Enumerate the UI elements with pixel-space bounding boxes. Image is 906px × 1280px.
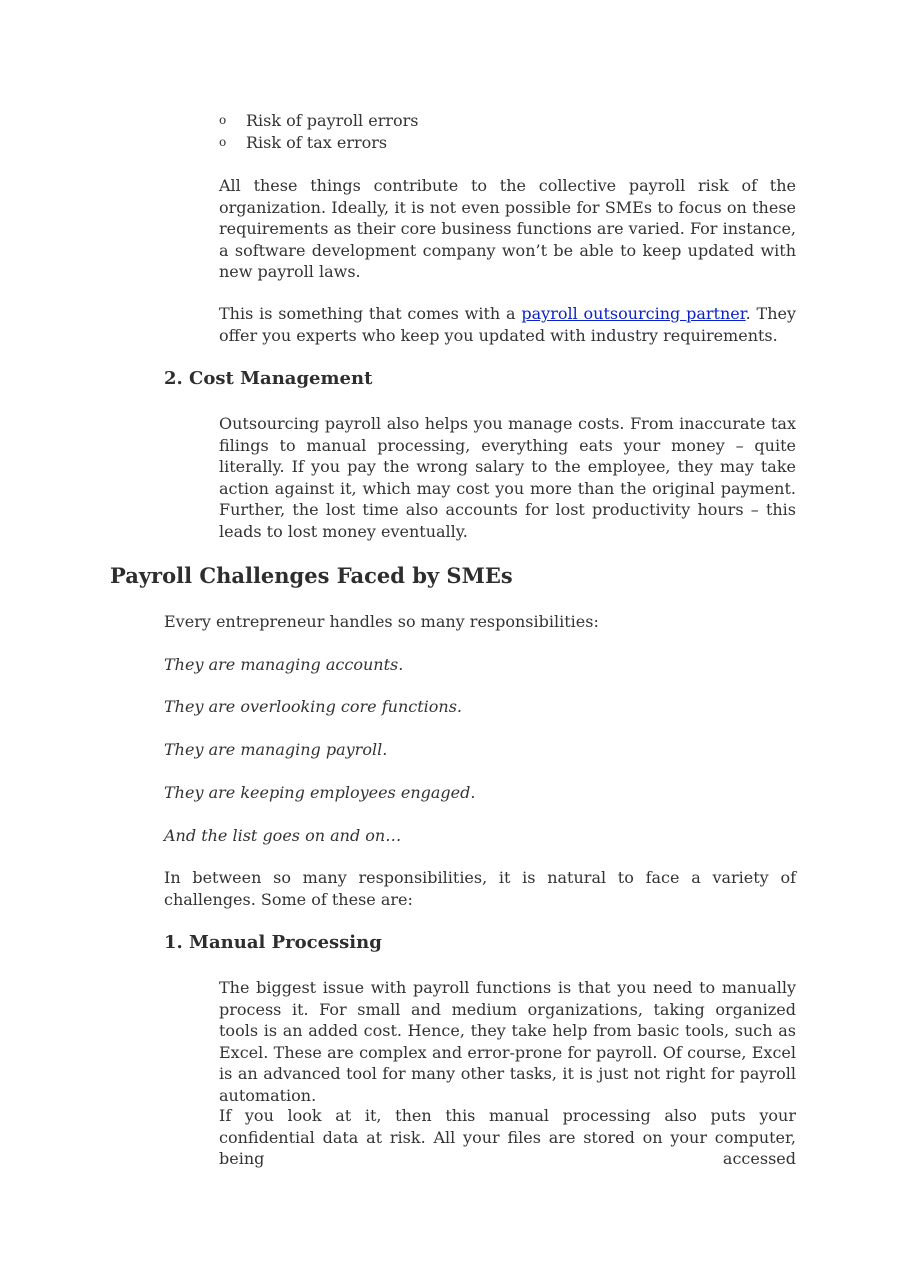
bullet-item xyxy=(219,132,796,154)
heading-payroll-challenges: Payroll Challenges Faced by SMEs xyxy=(110,563,513,588)
paragraph-intro: Every entrepreneur handles so many responsibilities: xyxy=(164,612,599,631)
paragraph-confidential-data: If you look at it, then this manual processing also puts your confidential data at risk. All your files are stored on your computer, being accessed xyxy=(219,1106,796,1168)
bullet-text: Risk of payroll errors xyxy=(246,111,419,130)
paragraph-collective-risk: All these things contribute to the collective payroll risk of the organization. Ideally, it is not even possible for SMEs to focus on these requirements as their core business functions are varied. For instance, a software development company won’t be able to keep updated with new payroll laws. xyxy=(219,176,796,281)
heading-manual-processing: 1. Manual Processing xyxy=(164,932,382,953)
paragraph-outsourcing-partner xyxy=(219,303,796,346)
paragraph-cost-management: Outsourcing payroll also helps you manage costs. From inaccurate tax filings to manual processing, everything eats your money – quite literally. If you pay the wrong salary to the employee, they may take action against it, which may cost you more than the original payment. Further, the lost time also accounts for lost productivity hours – this leads to lost money eventually. xyxy=(219,414,796,541)
italic-line: They are managing payroll. xyxy=(164,740,388,759)
payroll-outsourcing-partner-link[interactable]: payroll outsourcing partner xyxy=(521,304,746,323)
italic-line: They are overlooking core functions. xyxy=(164,697,462,716)
italic-line: And the list goes on and on… xyxy=(164,826,402,845)
paragraph-text: . They offer you experts who keep you updated with industry requirements. xyxy=(219,304,797,345)
bullet-item xyxy=(219,110,796,132)
bullet-text: Risk of tax errors xyxy=(246,132,388,152)
italic-line: They are managing accounts. xyxy=(164,655,404,674)
bullet-circle-icon: o xyxy=(219,134,227,149)
italic-line: They are keeping employees engaged. xyxy=(164,783,476,802)
risk-bullet-list xyxy=(219,110,796,153)
heading-cost-management: 2. Cost Management xyxy=(164,368,373,389)
paragraph-variety-of-challenges: In between so many responsibilities, it is natural to face a variety of challenges. Some of these are: xyxy=(164,868,796,909)
paragraph-text: This is something that comes with a xyxy=(219,304,522,323)
bullet-circle-icon: o xyxy=(219,113,227,127)
paragraph-manual-processing: The biggest issue with payroll functions is that you need to manually process it. For small and medium organizations, taking organized tools is an added cost. Hence, they take help from basic tools, such as Excel. These are complex and error-prone for payroll. Of course, Excel is an advanced tool for many other tasks, it is just not right for payroll automation. xyxy=(219,978,796,1105)
